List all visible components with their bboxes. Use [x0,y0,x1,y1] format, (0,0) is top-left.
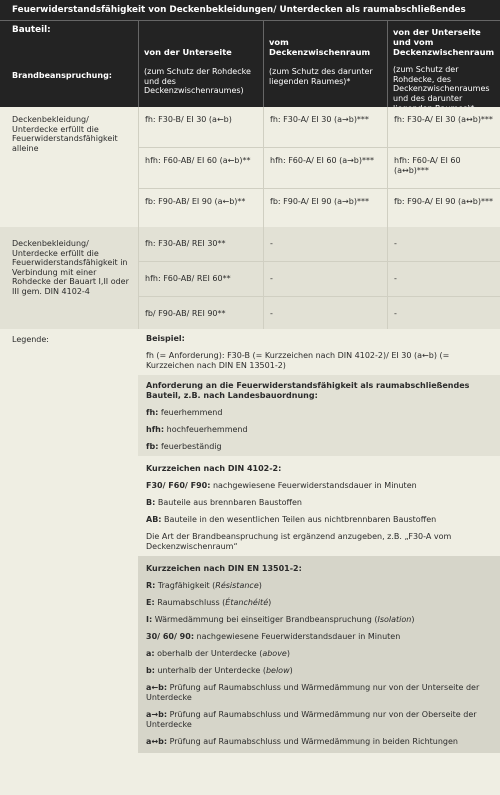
legend-req-heading: Anforderung an die Feuerwiderstandsfähigkeit als raumabschließendes Bauteil, z.B. nach Landesbauordnung: [146,381,470,400]
column-header-both [387,21,500,107]
column-title: vom Deckenzwischenraum [269,37,371,57]
table-cell: - [263,262,387,296]
column-subtitle: (zum Schutz der Rohdecke und des Deckenzwischenraumes) [144,67,251,96]
column-header-underside [138,21,263,107]
legend-en-item: E: Raumabschluss (Étanchéité) [146,598,272,607]
column-headers [0,21,500,107]
table-subrow [138,297,500,329]
table-cell: fb: F90-A/ EI 90 (a↔b)*** [387,189,500,227]
table-subrow [138,227,500,262]
table-row-with-slab [0,227,500,329]
table-subrow [138,107,500,148]
table-cell: fh: F30-A/ EI 30 (a↔b)*** [387,107,500,147]
table-cell: fb: F90-AB/ EI 90 (a←b)** [138,189,263,227]
legend-example-text: fh (= Anforderung): F30-B (= Kurzzeichen nach DIN 4102-2)/ EI 30 (a←b) (= Kurzzeichen nach DIN EN 13501-2) [146,351,450,370]
legend-en-heading: Kurzzeichen nach DIN EN 13501-2: [146,564,302,573]
row-subrows [138,107,500,227]
row-label: Deckenbekleidung/ Unterdecke erfüllt die Feuerwiderstandsfähigkeit alleine [12,115,118,153]
legend-label: Legende: [12,335,50,344]
table-cell: - [263,297,387,329]
legend-example [138,329,500,375]
legend-req-item: hfh: hochfeuerhemmend [146,425,248,434]
table-subrow [138,262,500,297]
legend-en-item: b: unterhalb der Unterdecke (below) [146,666,293,675]
table-title: Feuerwiderstandsfähigkeit von Deckenbekleidungen/ Unterdecken als raumabschließendes Bauteil: [0,0,500,21]
legend-requirements [138,375,500,456]
legend-din4102 [138,456,500,556]
table-cell: fb/ F90-AB/ REI 90** [138,297,263,329]
legend-en-item: R: Tragfähigkeit (Résistance) [146,581,262,590]
table-cell: hfh: F60-A/ EI 60 (a→b)*** [263,148,387,188]
legend-din4102-note: Die Art der Brandbeanspruchung ist ergänzend anzugeben, z.B. „F30-A vom Deckenzwischenraum“ [146,532,452,551]
legend-din4102-item: F30/ F60/ F90: nachgewiesene Feuerwiderstandsdauer in Minuten [146,481,417,490]
table-cell: hfh: F60-AB/ REI 60** [138,262,263,296]
legend [0,329,500,753]
legend-en-item: a←b: Prüfung auf Raumabschluss und Wärmedämmung nur von der Unterseite der Unterdecke [146,683,480,702]
legend-req-item: fb: feuerbeständig [146,442,222,451]
column-title: von der Unterseite und vom Deckenzwischenraum [393,27,495,57]
legend-din4102-item: AB: Bauteile in den wesentlichen Teilen aus nichtbrennbaren Baustoffen [146,515,437,524]
header-label: Brandbeanspruchung: [12,71,112,80]
table-cell: fh: F30-A/ EI 30 (a→b)*** [263,107,387,147]
legend-din4102-heading: Kurzzeichen nach DIN 4102-2: [146,464,282,473]
legend-en13501 [138,556,500,753]
table-cell: fh: F30-B/ EI 30 (a←b) [138,107,263,147]
table-cell: - [387,227,500,261]
table-cell: fb: F90-A/ EI 90 (a→b)*** [263,189,387,227]
column-title: von der Unterseite [144,47,232,57]
legend-en-item: 30/ 60/ 90: nachgewiesene Feuerwiderstandsdauer in Minuten [146,632,401,641]
table-subrow [138,148,500,189]
legend-content [138,329,500,753]
row-label: Deckenbekleidung/ Unterdecke erfüllt die Feuerwiderstandsfähigkeit in Verbindung mit einer Rohdecke der Bauart I,II oder III gem. DIN 4102-4 [12,239,129,296]
table-cell: fh: F30-AB/ REI 30** [138,227,263,261]
table-row-alone [0,107,500,227]
table-subrow [138,189,500,227]
table-cell: hfh: F60-A/ EI 60 (a↔b)*** [387,148,500,188]
legend-en-item: a: oberhalb der Unterdecke (above) [146,649,290,658]
column-subtitle: (zum Schutz des darunter liegenden Raumes)* [269,67,373,86]
legend-din4102-item: B: Bauteile aus brennbaren Baustoffen [146,498,302,507]
column-subtitle: (zum Schutz der Rohdecke, des Deckenzwischenraumes und des darunter [393,65,490,104]
legend-req-item: fh: feuerhemmend [146,408,223,417]
table-cell: - [263,227,387,261]
table-cell: hfh: F60-AB/ EI 60 (a←b)** [138,148,263,188]
row-subrows [138,227,500,329]
legend-en-item: a↔b: Prüfung auf Raumabschluss und Wärmedämmung in beiden Richtungen [146,737,458,746]
legend-en-item: I: Wärmedämmung bei einseitiger Brandbeanspruchung (Isolation) [146,615,415,624]
legend-example-heading: Beispiel: [146,334,185,343]
legend-en-item: a→b: Prüfung auf Raumabschluss und Wärmedämmung nur von der Oberseite der Unterdecke [146,710,477,729]
table-cell: - [387,262,500,296]
table-cell: - [387,297,500,329]
table-header [0,0,500,107]
column-header-interspace [263,21,387,107]
